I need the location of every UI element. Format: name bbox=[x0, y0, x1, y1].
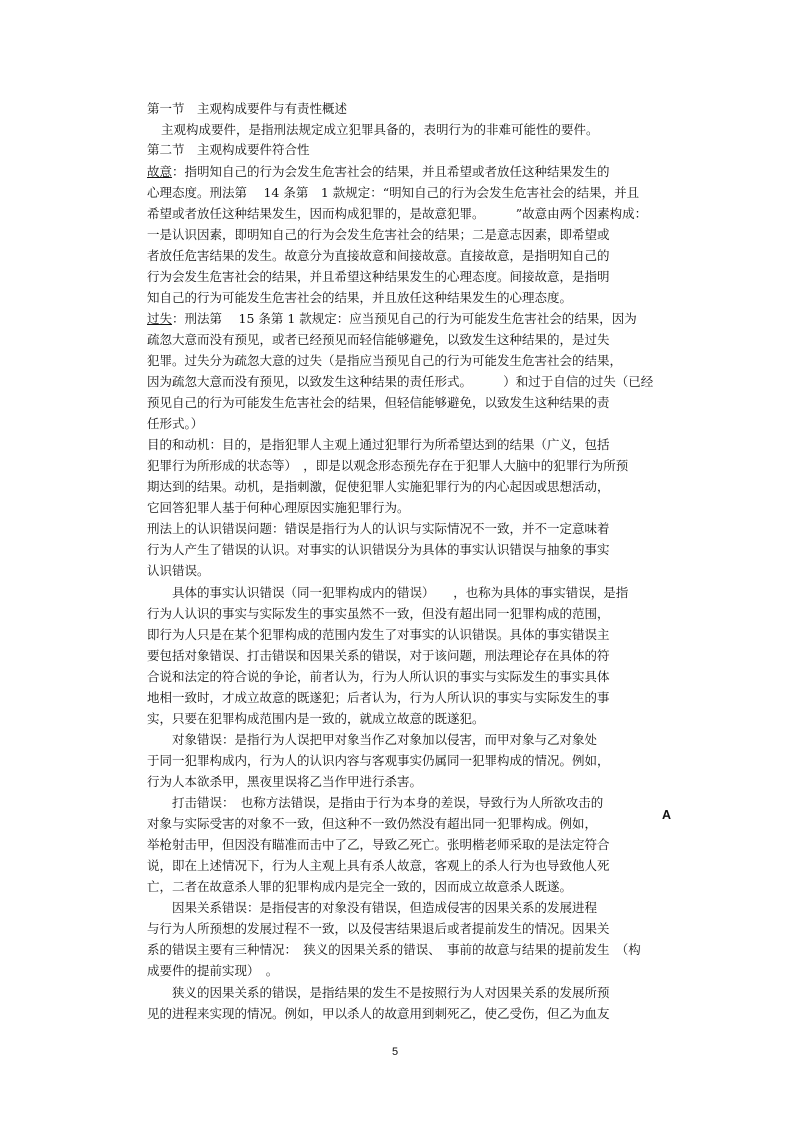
object-error-line: 行为人本欲杀甲，黑夜里误将乙当作甲进行杀害。 bbox=[147, 774, 423, 789]
paragraph-subjective-elements: 主观构成要件，是指刑法规定成立犯罪具备的，表明行为的非难可能性的要件。 bbox=[161, 122, 599, 137]
heading-section-1: 第一节 主观构成要件与有责性概述 bbox=[147, 101, 348, 116]
concrete-mistake-line: 即行为人只是在某个犯罪构成的范围内发生了对事实的认识错误。具体的事实错误主 bbox=[147, 627, 610, 642]
object-error-line: 于同一犯罪构成内，行为人的认识内容与客观事实仍属同一犯罪构成的情况。例如， bbox=[147, 753, 610, 768]
intent-term: 故意 bbox=[147, 164, 173, 179]
negligence-line bbox=[147, 310, 637, 328]
strike-error-line: 举枪射击甲，但因没有瞄准而击中了乙，导致乙死亡。张明楷老师采取的是法定符合 bbox=[147, 837, 610, 852]
purpose-line: 期达到的结果。动机，是指刺激，促使犯罪人实施犯罪行为的内心起因或思想活动， bbox=[147, 479, 610, 494]
strike-error-line: 对象与实际受害的对象不一致，但这种不一致仍然没有超出同一犯罪构成。例如， bbox=[147, 816, 598, 831]
mistake-line: 认识错误。 bbox=[147, 563, 210, 578]
intent-line: 者放任危害结果的发生。故意分为直接故意和间接故意。直接故意，是指明知自己的 bbox=[147, 248, 610, 263]
purpose-line: 它回答犯罪人基于何种心理原因实施犯罪行为。 bbox=[147, 500, 410, 515]
strike-error-line: 打击错误： 也称方法错误，是指由于行为本身的差误，导致行为人所欲攻击的 bbox=[147, 795, 604, 810]
concrete-mistake-line: 要包括对象错误、打击错误和因果关系的错误，对于该问题，刑法理论存在具体的符 bbox=[147, 648, 610, 663]
intent-line: 一是认识因素，即明知自己的行为会发生危害社会的结果；二是意志因素，即希望或 bbox=[147, 227, 610, 242]
negligence-line: 任形式。） bbox=[147, 416, 204, 431]
intent-line-text: ：指明知自己的行为会发生危害社会的结果，并且希望或者放任这种结果发生的 bbox=[172, 164, 610, 179]
negligence-term: 过失 bbox=[147, 311, 173, 326]
intent-line: 心理态度。刑法第 14 条第 1 款规定：“明知自己的行为会发生危害社会的结果，并且 bbox=[147, 185, 640, 200]
negligence-line: 疏忽大意而没有预见，或者已经预见而轻信能够避免，以致发生这种结果的，是过失 bbox=[147, 332, 610, 347]
narrow-causal-line: 狭义的因果关系的错误，是指结果的发生不是按照行为人对因果关系的发展所预 bbox=[147, 985, 610, 1000]
intent-line bbox=[147, 163, 610, 181]
concrete-mistake-line: 实，只要在犯罪构成范围内是一致的，就成立故意的既遂犯。 bbox=[147, 711, 485, 726]
negligence-line: 犯罪。过失分为疏忽大意的过失（是指应当预见自己的行为可能发生危害社会的结果， bbox=[147, 353, 623, 368]
concrete-mistake-line: 合说和法定的符合说的争论，前者认为，行为人所认识的事实与实际发生的事实具体 bbox=[147, 669, 610, 684]
intent-line: 希望或者放任这种结果发生，因而构成犯罪的，是故意犯罪。 ”故意由两个因素构成： bbox=[147, 206, 648, 221]
concrete-mistake-line: 行为人认识的事实与实际发生的事实虽然不一致，但没有超出同一犯罪构成的范围， bbox=[147, 606, 610, 621]
strike-error-line: 亡，二者在故意杀人罪的犯罪构成内是完全一致的，因而成立故意杀人既遂。 bbox=[147, 879, 573, 894]
strike-error-line: 说，即在上述情况下，行为人主观上具有杀人故意，客观上的杀人行为也导致他人死 bbox=[147, 858, 610, 873]
object-error-line: 对象错误：是指行为人误把甲对象当作乙对象加以侵害，而甲对象与乙对象处 bbox=[147, 732, 598, 747]
concrete-mistake-line: 具体的事实认识错误（同一犯罪构成内的错误） ，也称为具体的事实错误，是指 bbox=[147, 585, 629, 600]
negligence-line-text: ：刑法第 15 条第 1 款规定：应当预见自己的行为可能发生危害社会的结果，因为 bbox=[172, 311, 637, 326]
intent-line: 行为会发生危害社会的结果，并且希望这种结果发生的心理态度。间接故意，是指明 bbox=[147, 269, 610, 284]
heading-section-2: 第二节 主观构成要件符合性 bbox=[147, 142, 310, 157]
purpose-line: 犯罪行为所形成的状态等） ，即是以观念形态预先存在于犯罪人大脑中的犯罪行为所预 bbox=[147, 458, 629, 473]
narrow-causal-line: 见的进程来实现的情况。例如，甲以杀人的故意用到刺死乙，使乙受伤，但乙为血友 bbox=[147, 1006, 610, 1021]
causal-error-line: 成要件的提前实现） 。 bbox=[147, 963, 279, 978]
mistake-line: 刑法上的认识错误问题：错误是指行为人的认识与实际情况不一致，并不一定意味着 bbox=[147, 521, 610, 536]
intent-line: 知自己的行为可能发生危害社会的结果，并且放任这种结果发生的心理态度。 bbox=[147, 290, 573, 305]
stray-mark: A bbox=[662, 808, 672, 822]
mistake-line: 行为人产生了错误的认识。对事实的认识错误分为具体的事实认识错误与抽象的事实 bbox=[147, 542, 610, 557]
page-number: 5 bbox=[392, 1046, 399, 1058]
purpose-line: 目的和动机：目的，是指犯罪人主观上通过犯罪行为所希望达到的结果（广义，包括 bbox=[147, 437, 610, 452]
causal-error-line: 与行为人所预想的发展过程不一致，以及侵害结果退后或者提前发生的情况。因果关 bbox=[147, 921, 610, 936]
negligence-line: 预见自己的行为可能发生危害社会的结果，但轻信能够避免，以致发生这种结果的责 bbox=[147, 395, 610, 410]
negligence-line: 因为疏忽大意而没有预见，以致发生这种结果的责任形式。 ）和过于自信的过失（已经 bbox=[147, 374, 654, 389]
concrete-mistake-line: 地相一致时，才成立故意的既遂犯；后者认为，行为人所认识的事实与实际发生的事 bbox=[147, 690, 610, 705]
causal-error-line: 系的错误主要有三种情况： 狭义的因果关系的错误、 事前的故意与结果的提前发生 （构 bbox=[147, 942, 641, 957]
causal-error-line: 因果关系错误：是指侵害的对象没有错误，但造成侵害的因果关系的发展进程 bbox=[147, 900, 598, 915]
